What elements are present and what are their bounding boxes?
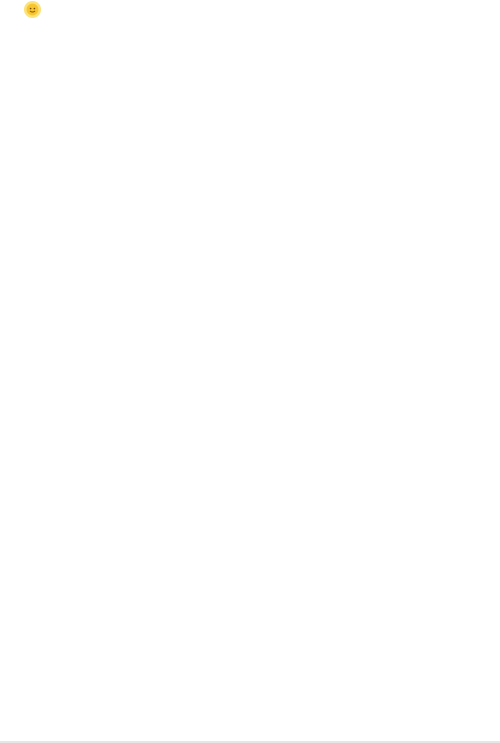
sun-line (22, 0, 488, 21)
sun-with-face-icon (23, 0, 42, 19)
